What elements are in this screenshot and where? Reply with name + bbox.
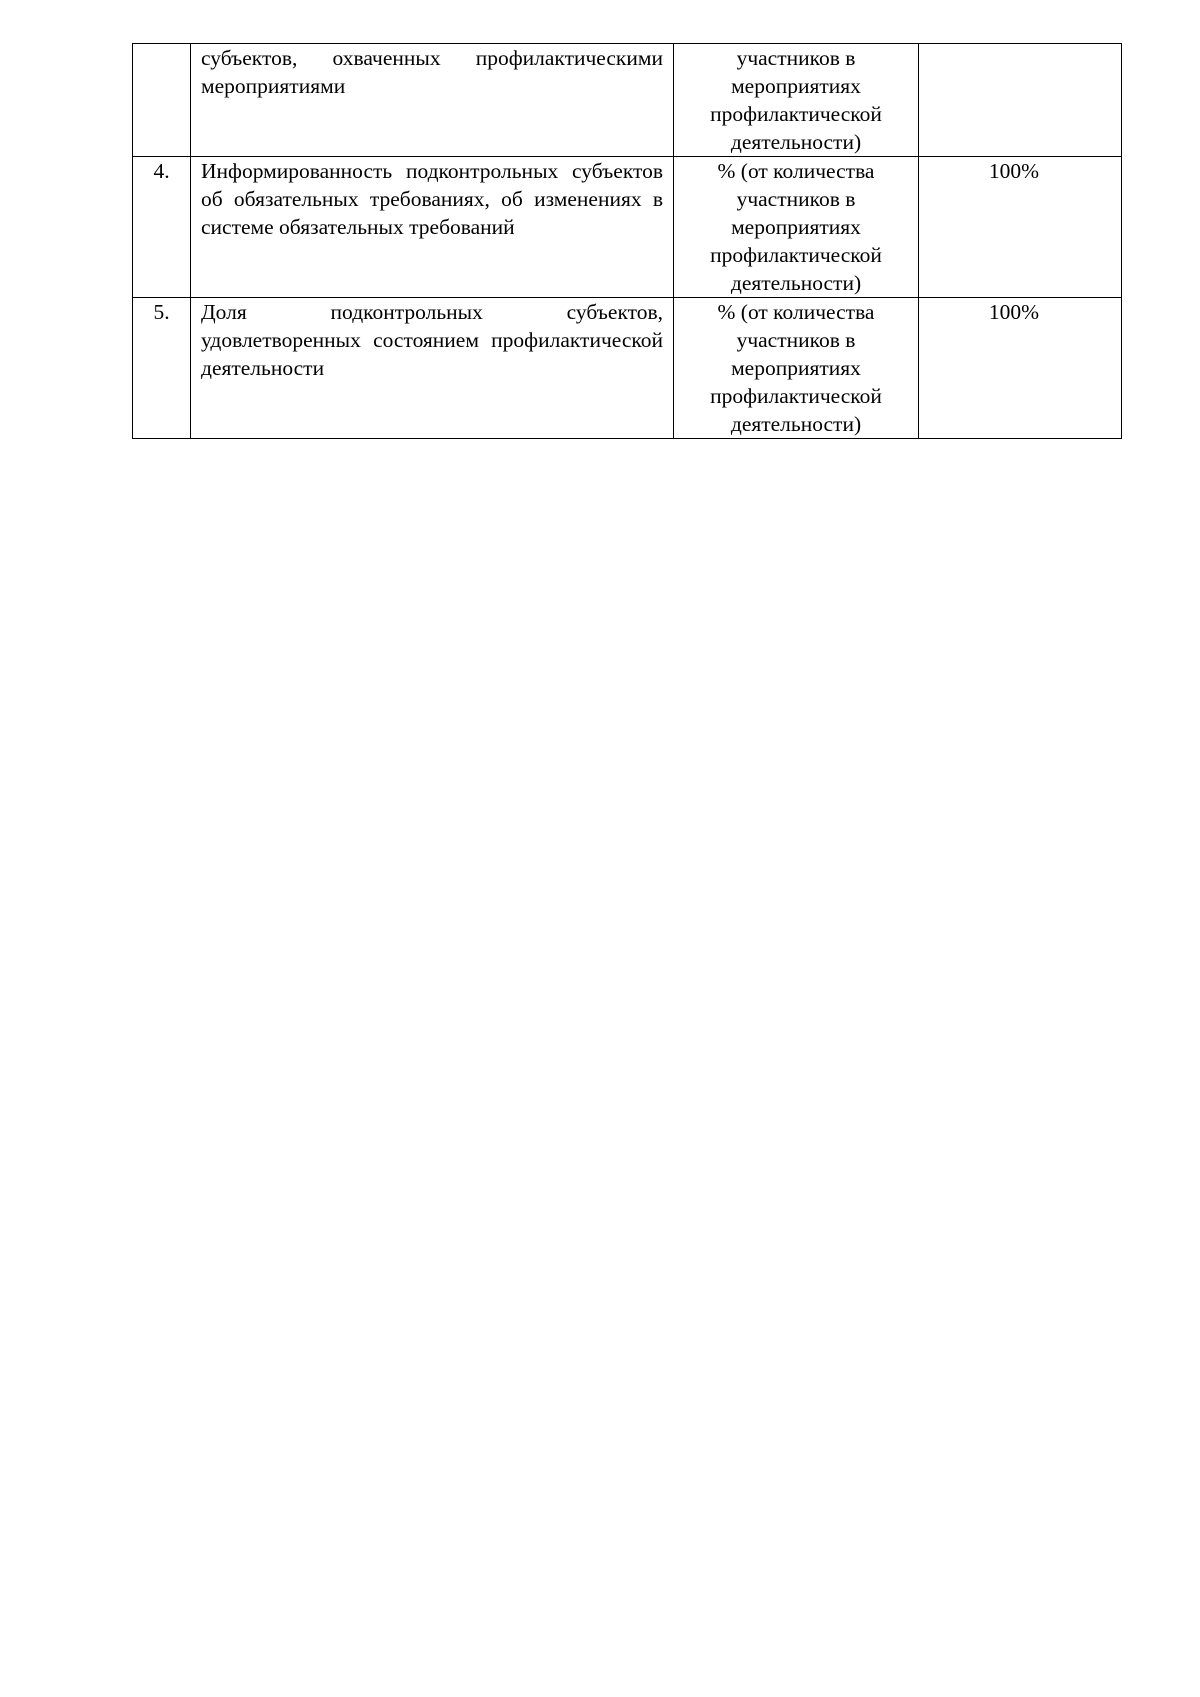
value-cell <box>919 157 1122 298</box>
table-row <box>133 44 1122 157</box>
indicator-name: субъектов, охваченных профилактическими мероприятиями <box>201 46 663 98</box>
row-number-cell <box>133 298 191 439</box>
indicator-name-cell <box>191 298 674 439</box>
value-cell <box>919 44 1122 157</box>
table-row <box>133 157 1122 298</box>
unit-cell <box>674 298 919 439</box>
unit-cell <box>674 44 919 157</box>
indicator-value: 100% <box>988 300 1040 324</box>
indicator-name-cell <box>191 44 674 157</box>
value-cell <box>919 298 1122 439</box>
indicator-name: Информированность подконтрольных субъектов об обязательных требованиях, об изменениях в системе обязательных требований <box>201 159 663 239</box>
indicators-table <box>132 43 1122 439</box>
unit-cell <box>674 157 919 298</box>
row-number-cell <box>133 157 191 298</box>
indicator-value: 100% <box>988 159 1040 183</box>
indicator-unit: участников в мероприятиях профилактической деятельности) <box>710 46 882 154</box>
row-number-cell <box>133 44 191 157</box>
indicator-unit: % (от количества участников в мероприятиях профилактической деятельности) <box>710 159 882 295</box>
table-row <box>133 298 1122 439</box>
indicator-name: Доля подконтрольных субъектов, удовлетворенных состоянием профилактической деятельности <box>201 300 663 380</box>
row-number: 4. <box>153 159 170 183</box>
indicator-unit: % (от количества участников в мероприятиях профилактической деятельности) <box>710 300 882 436</box>
indicator-name-cell <box>191 157 674 298</box>
row-number: 5. <box>153 300 170 324</box>
